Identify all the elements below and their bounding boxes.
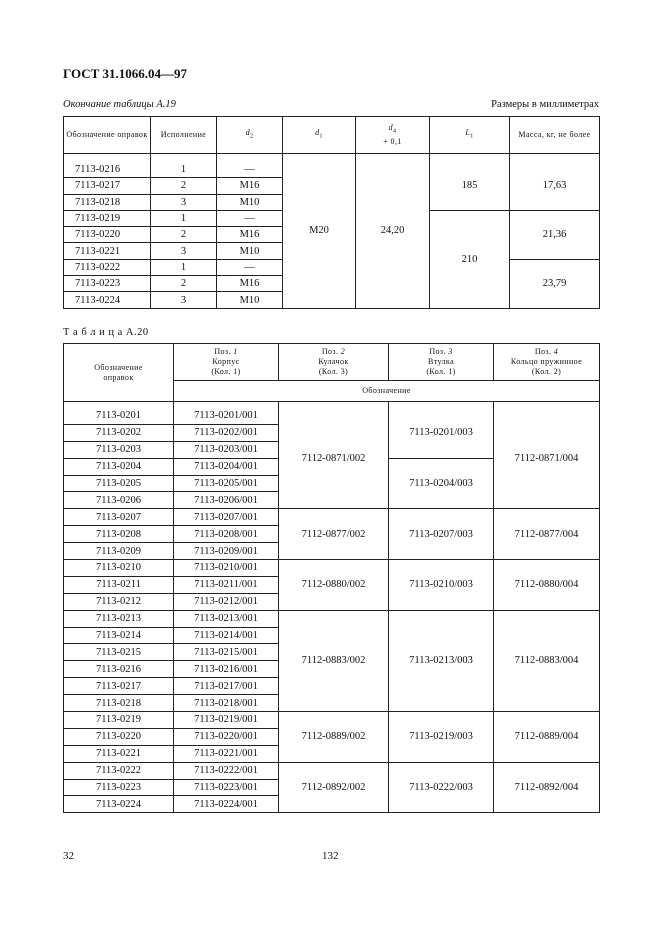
t2-code: 7113-0202 [64, 424, 174, 441]
t1-code: 7113-0221 [64, 243, 151, 259]
t2-body: 7113-0205/001 [174, 475, 279, 492]
t2-code: 7113-0209 [64, 543, 174, 560]
t2-cam: 7112-0877/002 [279, 509, 389, 560]
col-header-d2: $d_2$ [217, 117, 283, 154]
t2-ring: 7112-0877/004 [494, 509, 600, 560]
t1-code: 7113-0218 [64, 194, 151, 210]
t1-exec: 1 [151, 162, 217, 178]
d4-value: 24,20 [356, 154, 430, 309]
col-header-pos3: Поз. 3 Втулка (Кол. 1) [389, 344, 494, 381]
t1-code: 7113-0220 [64, 227, 151, 243]
t2-body: 7113-0206/001 [174, 492, 279, 509]
t1-code: 7113-0216 [64, 162, 151, 178]
t1-d2: — [217, 162, 283, 178]
t2-sleeve: 7113-0222/003 [389, 762, 494, 813]
t1-d2: — [217, 210, 283, 226]
t1-code: 7113-0222 [64, 259, 151, 275]
t2-body: 7113-0220/001 [174, 728, 279, 745]
t2-code: 7113-0207 [64, 509, 174, 526]
col-header-mass: Масса, кг, не более [510, 117, 600, 154]
t2-body: 7113-0215/001 [174, 644, 279, 661]
t2-sleeve: 7113-0207/003 [389, 509, 494, 560]
t2-body: 7113-0218/001 [174, 695, 279, 712]
t2-body: 7113-0211/001 [174, 576, 279, 593]
col-header-execution: Исполнение [151, 117, 217, 154]
table-a20-caption: Т а б л и ц а А.20 [63, 327, 149, 338]
col-header-pos4: Поз. 4 Кольцо пружинное (Кол. 2) [494, 344, 600, 381]
t1-exec: 1 [151, 210, 217, 226]
t2-body: 7113-0201/001 [174, 408, 279, 424]
t2-body: 7113-0213/001 [174, 610, 279, 627]
t2-code: 7113-0215 [64, 644, 174, 661]
t1-mass: 21,36 [510, 210, 600, 259]
t1-mass: 23,79 [510, 259, 600, 308]
t1-d2: M10 [217, 292, 283, 308]
t2-code: 7113-0220 [64, 728, 174, 745]
document-title: ГОСТ 31.1066.04—97 [63, 66, 188, 81]
t1-code: 7113-0224 [64, 292, 151, 308]
t2-code: 7113-0219 [64, 712, 174, 729]
col-header-pos1: Поз. 1 Корпус (Кол. 1) [174, 344, 279, 381]
t2-code: 7113-0206 [64, 492, 174, 509]
t2-cam: 7112-0892/002 [279, 762, 389, 813]
t2-code: 7113-0221 [64, 745, 174, 762]
t1-exec: 2 [151, 276, 217, 292]
t2-sleeve: 7113-0219/003 [389, 712, 494, 763]
t2-code: 7113-0224 [64, 796, 174, 813]
t2-body: 7113-0223/001 [174, 779, 279, 796]
t2-code: 7113-0210 [64, 560, 174, 577]
table-a19 [63, 116, 600, 309]
t1-exec: 2 [151, 178, 217, 194]
t1-code: 7113-0217 [64, 178, 151, 194]
t2-code: 7113-0213 [64, 610, 174, 627]
col-header-d4: $d_4$ + 0,1 [356, 117, 430, 154]
t1-exec: 3 [151, 292, 217, 308]
t1-exec: 3 [151, 243, 217, 259]
t2-code: 7113-0201 [64, 408, 174, 424]
t1-d2: M16 [217, 178, 283, 194]
t2-code: 7113-0223 [64, 779, 174, 796]
t1-code: 7113-0219 [64, 210, 151, 226]
t2-code: 7113-0211 [64, 576, 174, 593]
col-header-code: Обозначение оправок [64, 117, 151, 154]
units-label: Размеры в миллиметрах [491, 99, 599, 110]
t1-exec: 1 [151, 259, 217, 275]
t2-body: 7113-0214/001 [174, 627, 279, 644]
d1-value: M20 [283, 154, 356, 309]
t2-body: 7113-0219/001 [174, 712, 279, 729]
t2-sleeve: 7113-0201/003 [389, 408, 494, 458]
t2-body: 7113-0221/001 [174, 745, 279, 762]
col-header-designation: Обозначение [174, 381, 600, 402]
col-header-l1: $L_1$ [430, 117, 510, 154]
t2-ring: 7112-0892/004 [494, 762, 600, 813]
t2-body: 7113-0202/001 [174, 424, 279, 441]
t2-code: 7113-0222 [64, 762, 174, 779]
t1-d2: M16 [217, 276, 283, 292]
t2-body: 7113-0212/001 [174, 593, 279, 610]
t2-body: 7113-0208/001 [174, 526, 279, 543]
col-header-d1: $d_1$ [283, 117, 356, 154]
t2-sleeve: 7113-0213/003 [389, 610, 494, 711]
t2-code: 7113-0216 [64, 661, 174, 678]
t1-l1-185: 185 [430, 162, 510, 210]
t2-cam: 7112-0883/002 [279, 610, 389, 711]
t2-body: 7113-0222/001 [174, 762, 279, 779]
t1-l1-210: 210 [430, 210, 510, 308]
t2-body: 7113-0203/001 [174, 441, 279, 458]
t1-exec: 3 [151, 194, 217, 210]
t2-code: 7113-0204 [64, 458, 174, 475]
t2-cam: 7112-0880/002 [279, 560, 389, 611]
t2-ring: 7112-0883/004 [494, 610, 600, 711]
t2-body: 7113-0217/001 [174, 678, 279, 695]
t2-code: 7113-0203 [64, 441, 174, 458]
page-number-center: 132 [322, 850, 339, 862]
t2-code: 7113-0208 [64, 526, 174, 543]
t1-d2: M10 [217, 194, 283, 210]
t2-code: 7113-0218 [64, 695, 174, 712]
t2-code: 7113-0217 [64, 678, 174, 695]
t2-sleeve: 7113-0204/003 [389, 458, 494, 509]
t2-cam: 7112-0889/002 [279, 712, 389, 763]
col-header-code: Обозначение оправок [64, 344, 174, 402]
t2-body: 7113-0209/001 [174, 543, 279, 560]
t1-mass: 17,63 [510, 162, 600, 210]
t2-body: 7113-0210/001 [174, 560, 279, 577]
t2-ring: 7112-0871/004 [494, 408, 600, 509]
t1-exec: 2 [151, 227, 217, 243]
t1-d2: M16 [217, 227, 283, 243]
t2-ring: 7112-0880/004 [494, 560, 600, 611]
table-continuation-label: Окончание таблицы А.19 [63, 99, 176, 110]
t2-sleeve: 7113-0210/003 [389, 560, 494, 611]
t1-d2: M10 [217, 243, 283, 259]
t2-code: 7113-0212 [64, 593, 174, 610]
t2-body: 7113-0224/001 [174, 796, 279, 813]
col-header-pos2: Поз. 2 Кулачок (Кол. 3) [279, 344, 389, 381]
t1-d2: — [217, 259, 283, 275]
t2-body: 7113-0216/001 [174, 661, 279, 678]
t2-code: 7113-0205 [64, 475, 174, 492]
t2-body: 7113-0204/001 [174, 458, 279, 475]
t1-code: 7113-0223 [64, 276, 151, 292]
t2-code: 7113-0214 [64, 627, 174, 644]
t2-cam: 7112-0871/002 [279, 408, 389, 509]
t2-ring: 7112-0889/004 [494, 712, 600, 763]
table-a20 [63, 343, 600, 813]
t2-body: 7113-0207/001 [174, 509, 279, 526]
page-number-left: 32 [63, 850, 74, 862]
